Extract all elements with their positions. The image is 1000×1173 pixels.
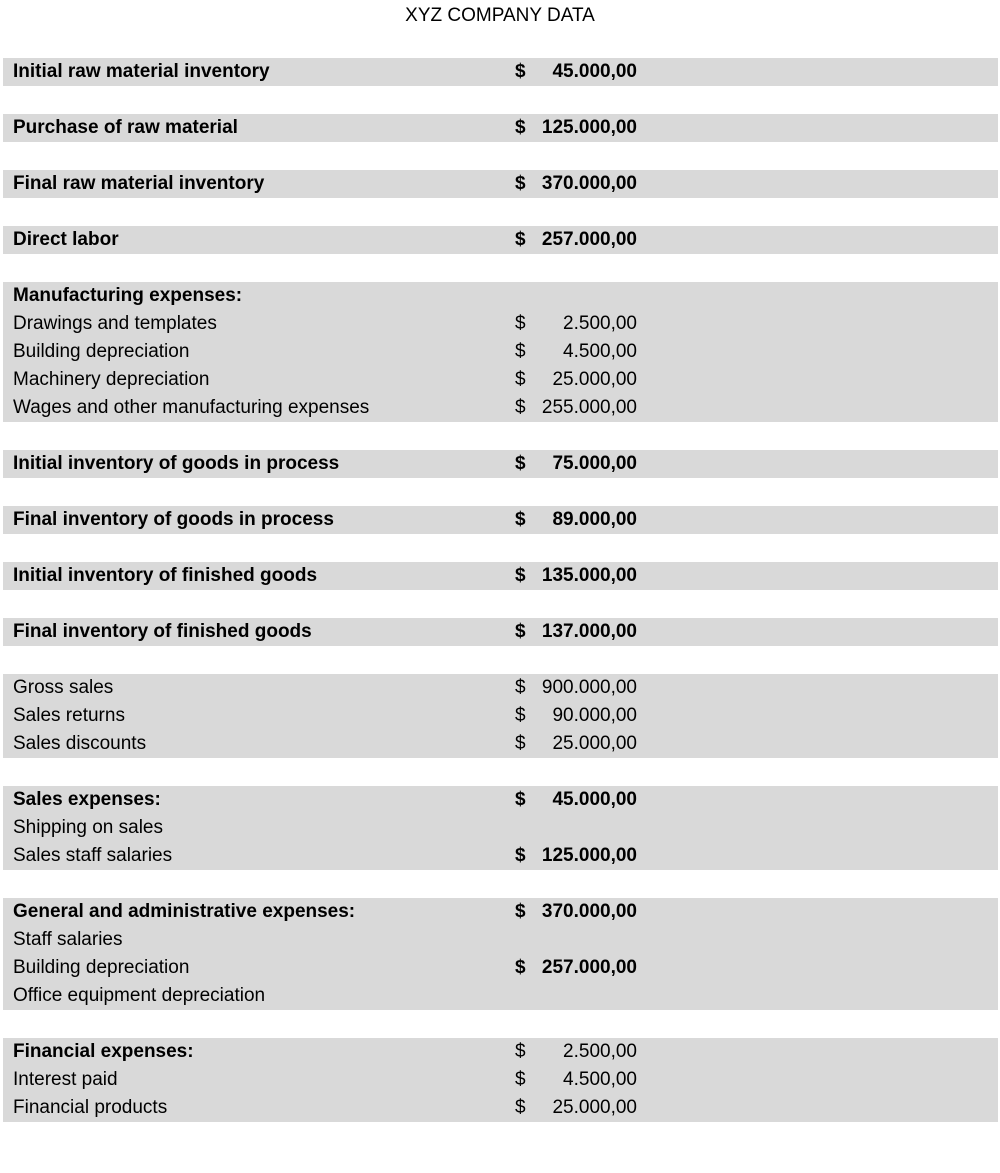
row-label: Building depreciation (13, 957, 190, 978)
amount-value: 370.000,00 (541, 901, 637, 922)
row-label: Building depreciation (13, 341, 190, 362)
amount-value: 900.000,00 (541, 677, 637, 698)
currency-symbol: $ (515, 397, 526, 418)
row-label: Shipping on sales (13, 817, 163, 838)
amount-value: 90.000,00 (552, 705, 637, 726)
row-label: Sales staff salaries (13, 845, 173, 866)
table-row (3, 506, 998, 534)
row-label: Interest paid (13, 1069, 118, 1090)
amount-value: 75.000,00 (552, 453, 637, 474)
amount-value: 25.000,00 (552, 369, 637, 390)
table-row (3, 310, 998, 338)
row-label: Financial products (13, 1097, 168, 1118)
table-row (3, 730, 998, 758)
row-label: Initial inventory of finished goods (13, 565, 318, 586)
amount-value: 370.000,00 (541, 173, 637, 194)
currency-symbol: $ (515, 705, 526, 726)
amount-value: 45.000,00 (552, 61, 637, 82)
data-group (3, 786, 998, 870)
currency-symbol: $ (515, 341, 526, 362)
table-row (3, 282, 998, 310)
table-row (3, 702, 998, 730)
amount-value: 25.000,00 (552, 733, 637, 754)
table-row (3, 618, 998, 646)
table-row (3, 674, 998, 702)
table-row (3, 842, 998, 870)
row-label: Final raw material inventory (13, 173, 265, 194)
currency-symbol: $ (515, 733, 526, 754)
currency-symbol: $ (515, 621, 526, 642)
currency-symbol: $ (515, 229, 526, 250)
row-label: Final inventory of finished goods (13, 621, 312, 642)
currency-symbol: $ (515, 509, 526, 530)
data-group (3, 562, 998, 590)
currency-symbol: $ (515, 565, 526, 586)
table-row (3, 898, 998, 926)
data-group (3, 114, 998, 142)
amount-value: 4.500,00 (563, 341, 637, 362)
amount-value: 89.000,00 (552, 509, 637, 530)
currency-symbol: $ (515, 957, 526, 978)
currency-symbol: $ (515, 117, 526, 138)
table-row (3, 926, 998, 954)
table-row (3, 114, 998, 142)
amount-value: 125.000,00 (541, 117, 637, 138)
row-label: Initial inventory of goods in process (13, 453, 340, 474)
amount-value: 255.000,00 (541, 397, 637, 418)
row-label: Machinery depreciation (13, 369, 210, 390)
row-label: Direct labor (13, 229, 119, 250)
currency-symbol: $ (515, 369, 526, 390)
currency-symbol: $ (515, 1069, 526, 1090)
currency-symbol: $ (515, 1041, 526, 1062)
amount-value: 2.500,00 (563, 1041, 637, 1062)
amount-value: 257.000,00 (541, 229, 637, 250)
amount-value: 135.000,00 (541, 565, 637, 586)
table-row (3, 170, 998, 198)
amount-value: 45.000,00 (552, 789, 637, 810)
row-label: Sales discounts (13, 733, 147, 754)
currency-symbol: $ (515, 845, 526, 866)
row-label: Final inventory of goods in process (13, 509, 334, 530)
currency-symbol: $ (515, 1097, 526, 1118)
currency-symbol: $ (515, 61, 526, 82)
data-group (3, 618, 998, 646)
data-group (3, 226, 998, 254)
data-group (3, 506, 998, 534)
currency-symbol: $ (515, 677, 526, 698)
table-row (3, 1066, 998, 1094)
currency-symbol: $ (515, 789, 526, 810)
table-row (3, 58, 998, 86)
table-row (3, 786, 998, 814)
row-label: Initial raw material inventory (13, 61, 270, 82)
table-row (3, 1094, 998, 1122)
row-label: Office equipment depreciation (13, 985, 266, 1006)
data-group (3, 1038, 998, 1122)
row-label: Sales expenses: (13, 789, 161, 810)
data-group (3, 170, 998, 198)
row-label: Gross sales (13, 677, 114, 698)
row-label: Staff salaries (13, 929, 123, 950)
data-group (3, 282, 998, 422)
table-row (3, 562, 998, 590)
table-row (3, 226, 998, 254)
amount-value: 257.000,00 (541, 957, 637, 978)
amount-value: 4.500,00 (563, 1069, 637, 1090)
currency-symbol: $ (515, 313, 526, 334)
row-label: Drawings and templates (13, 313, 217, 334)
table-row (3, 954, 998, 982)
data-group (3, 450, 998, 478)
table-row (3, 814, 998, 842)
amount-value: 25.000,00 (552, 1097, 637, 1118)
table-row (3, 1038, 998, 1066)
row-label: General and administrative expenses: (13, 901, 356, 922)
amount-value: 125.000,00 (541, 845, 637, 866)
currency-symbol: $ (515, 901, 526, 922)
data-group (3, 898, 998, 1010)
document-title: XYZ COMPANY DATA (405, 5, 595, 26)
table-row (3, 338, 998, 366)
row-label: Purchase of raw material (13, 117, 238, 138)
row-label: Sales returns (13, 705, 125, 726)
table-row (3, 982, 998, 1010)
table-row (3, 394, 998, 422)
row-label: Financial expenses: (13, 1041, 194, 1062)
row-label: Wages and other manufacturing expenses (13, 397, 370, 418)
currency-symbol: $ (515, 173, 526, 194)
data-group (3, 58, 998, 86)
amount-value: 2.500,00 (563, 313, 637, 334)
amount-value: 137.000,00 (541, 621, 637, 642)
table-row (3, 450, 998, 478)
currency-symbol: $ (515, 453, 526, 474)
data-group (3, 674, 998, 758)
row-label: Manufacturing expenses: (13, 285, 243, 306)
table-row (3, 366, 998, 394)
